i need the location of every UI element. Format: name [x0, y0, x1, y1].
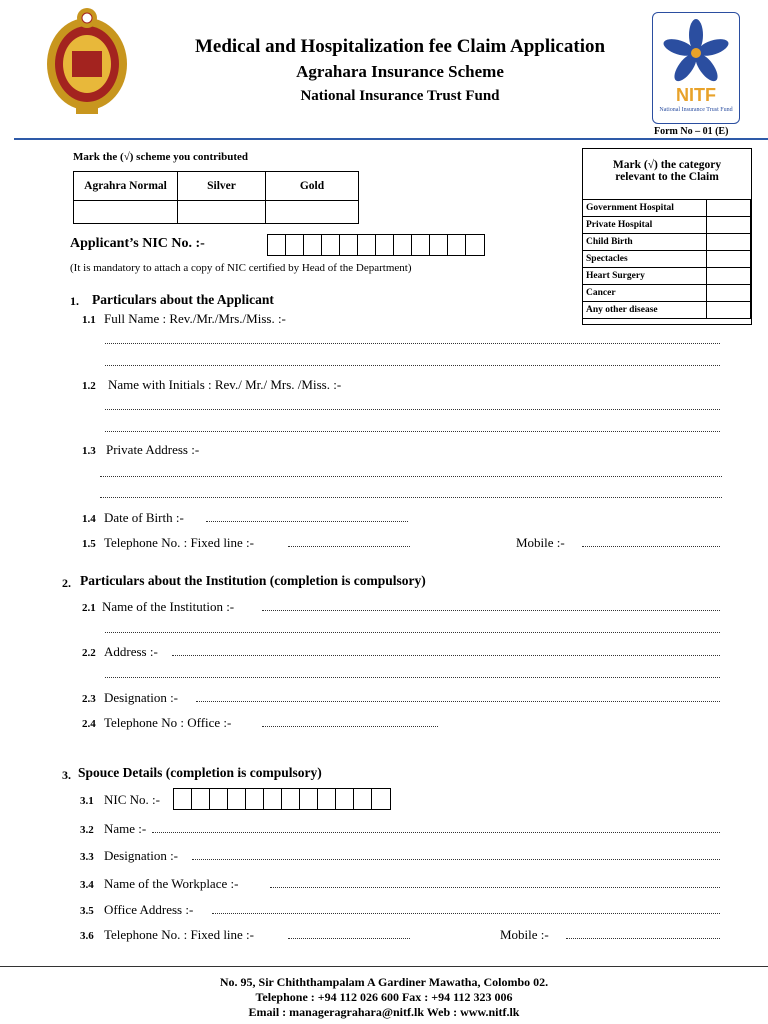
- name-initials-line-1[interactable]: [105, 409, 720, 410]
- header-divider: [14, 138, 768, 140]
- designation-line[interactable]: [196, 701, 720, 702]
- spouse-designation-label: Designation :-: [104, 848, 179, 863]
- footer-contact: Email : manageragrahara@nitf.lk Web : www.nitf.lk: [248, 1005, 520, 1019]
- section1-number: 1.: [70, 294, 79, 308]
- office-address-label: Office Address :-: [104, 902, 194, 917]
- applicant-nic-boxes[interactable]: [267, 234, 485, 256]
- field-number: 3.5: [80, 905, 94, 917]
- institution-address-line-1[interactable]: [172, 655, 720, 656]
- spouse-nic-label: NIC No. :-: [104, 792, 160, 807]
- category-checkbox[interactable]: [707, 268, 751, 285]
- telephone-fixed-label: Telephone No. : Fixed line :-: [104, 535, 255, 550]
- private-address-label: Private Address :-: [106, 442, 200, 457]
- institution-address-label: Address :-: [104, 644, 158, 659]
- field-number: 1.3: [82, 445, 96, 457]
- title-line-2: Agrahara Insurance Scheme: [296, 62, 504, 81]
- scheme-col-normal: Agrahra Normal: [74, 172, 178, 201]
- scheme-instruction: Mark the (√) scheme you contributed: [73, 151, 248, 163]
- field-number: 3.6: [80, 930, 94, 942]
- category-label: Heart Surgery: [583, 268, 707, 285]
- title-line-1: Medical and Hospitalization fee Claim Application: [194, 36, 606, 57]
- spouse-telephone-label: Telephone No. : Fixed line :-: [104, 927, 255, 942]
- category-checkbox[interactable]: [707, 217, 751, 234]
- section3-title: Spouce Details (completion is compulsory): [78, 765, 322, 780]
- office-phone-line[interactable]: [262, 726, 438, 727]
- category-label: Cancer: [583, 285, 707, 302]
- designation-label: Designation :-: [104, 690, 179, 705]
- spouse-name-line[interactable]: [152, 832, 720, 833]
- telephone-fixed-line[interactable]: [288, 546, 410, 547]
- category-label: Private Hospital: [583, 217, 707, 234]
- spouse-nic-boxes[interactable]: [173, 788, 391, 810]
- nic-note: (It is mandatory to attach a copy of NIC certified by Head of the Department): [70, 262, 412, 274]
- section1-title: Particulars about the Applicant: [92, 292, 274, 307]
- category-checkbox[interactable]: [707, 302, 751, 319]
- section2-number: 2.: [62, 576, 71, 590]
- office-phone-label: Telephone No : Office :-: [104, 715, 232, 730]
- field-number: 2.1: [82, 602, 96, 614]
- nitf-logo-text: NITF: [676, 85, 716, 105]
- field-number: 1.1: [82, 314, 96, 326]
- category-label: Government Hospital: [583, 200, 707, 217]
- nitf-flower-icon: [653, 17, 739, 87]
- category-title: Mark (√) the category relevant to the Claim: [612, 159, 722, 183]
- spouse-name-label: Name :-: [104, 821, 147, 836]
- office-address-line[interactable]: [212, 913, 720, 914]
- field-number: 2.2: [82, 647, 96, 659]
- scheme-check-gold[interactable]: [266, 201, 359, 224]
- full-name-line-1[interactable]: [105, 343, 720, 344]
- footer-divider: [0, 966, 768, 967]
- scheme-table: [73, 171, 359, 224]
- field-number: 3.3: [80, 851, 94, 863]
- scheme-col-silver: Silver: [178, 172, 266, 201]
- spouse-designation-line[interactable]: [192, 859, 720, 860]
- private-address-line-1[interactable]: [100, 476, 722, 477]
- sri-lanka-emblem-icon: [42, 6, 132, 118]
- field-number: 3.1: [80, 795, 94, 807]
- full-name-label: Full Name : Rev./Mr./Mrs./Miss. :-: [104, 311, 286, 326]
- institution-name-line-2[interactable]: [105, 632, 720, 633]
- workplace-name-line[interactable]: [270, 887, 720, 888]
- nitf-logo-sub: National Insurance Trust Fund: [659, 107, 733, 113]
- full-name-line-2[interactable]: [105, 365, 720, 366]
- workplace-name-label: Name of the Workplace :-: [104, 876, 239, 891]
- category-checkbox[interactable]: [707, 234, 751, 251]
- category-checkbox[interactable]: [707, 285, 751, 302]
- category-box: [582, 148, 752, 325]
- category-label: Child Birth: [583, 234, 707, 251]
- field-number: 2.3: [82, 693, 96, 705]
- applicant-nic-label: Applicant’s NIC No. :-: [70, 236, 205, 251]
- name-initials-label: Name with Initials : Rev./ Mr./ Mrs. /Miss. :-: [108, 377, 342, 392]
- name-initials-line-2[interactable]: [105, 431, 720, 432]
- category-label: Any other disease: [583, 302, 707, 319]
- category-label: Spectacles: [583, 251, 707, 268]
- category-checkbox[interactable]: [707, 251, 751, 268]
- institution-address-line-2[interactable]: [105, 677, 720, 678]
- spouse-telephone-line[interactable]: [288, 938, 410, 939]
- field-number: 2.4: [82, 718, 96, 730]
- category-table: [582, 199, 751, 319]
- field-number: 1.4: [82, 513, 96, 525]
- institution-name-label: Name of the Institution :-: [102, 599, 235, 614]
- section2-title: Particulars about the Institution (completion is compulsory): [80, 573, 426, 588]
- scheme-check-silver[interactable]: [178, 201, 266, 224]
- private-address-line-2[interactable]: [100, 497, 722, 498]
- category-checkbox[interactable]: [707, 200, 751, 217]
- field-number: 3.4: [80, 879, 94, 891]
- form-number: Form No – 01 (E): [654, 126, 729, 137]
- mobile-label: Mobile :-: [516, 535, 565, 550]
- spouse-mobile-line[interactable]: [566, 938, 720, 939]
- date-of-birth-label: Date of Birth :-: [104, 510, 184, 525]
- spouse-mobile-label: Mobile :-: [500, 927, 549, 942]
- field-number: 1.2: [82, 380, 96, 392]
- field-number: 3.2: [80, 824, 94, 836]
- mobile-line[interactable]: [582, 546, 720, 547]
- footer-phone: Telephone : +94 112 026 600 Fax : +94 112 323 006: [255, 990, 513, 1004]
- nitf-logo: [652, 12, 740, 124]
- section3-number: 3.: [62, 768, 71, 782]
- institution-name-line-1[interactable]: [262, 610, 720, 611]
- title-line-3: National Insurance Trust Fund: [300, 88, 500, 104]
- footer-address: No. 95, Sir Chiththampalam A Gardiner Mawatha, Colombo 02.: [219, 975, 549, 989]
- scheme-col-gold: Gold: [266, 172, 359, 201]
- date-of-birth-line[interactable]: [206, 521, 408, 522]
- field-number: 1.5: [82, 538, 96, 550]
- scheme-check-normal[interactable]: [74, 201, 178, 224]
